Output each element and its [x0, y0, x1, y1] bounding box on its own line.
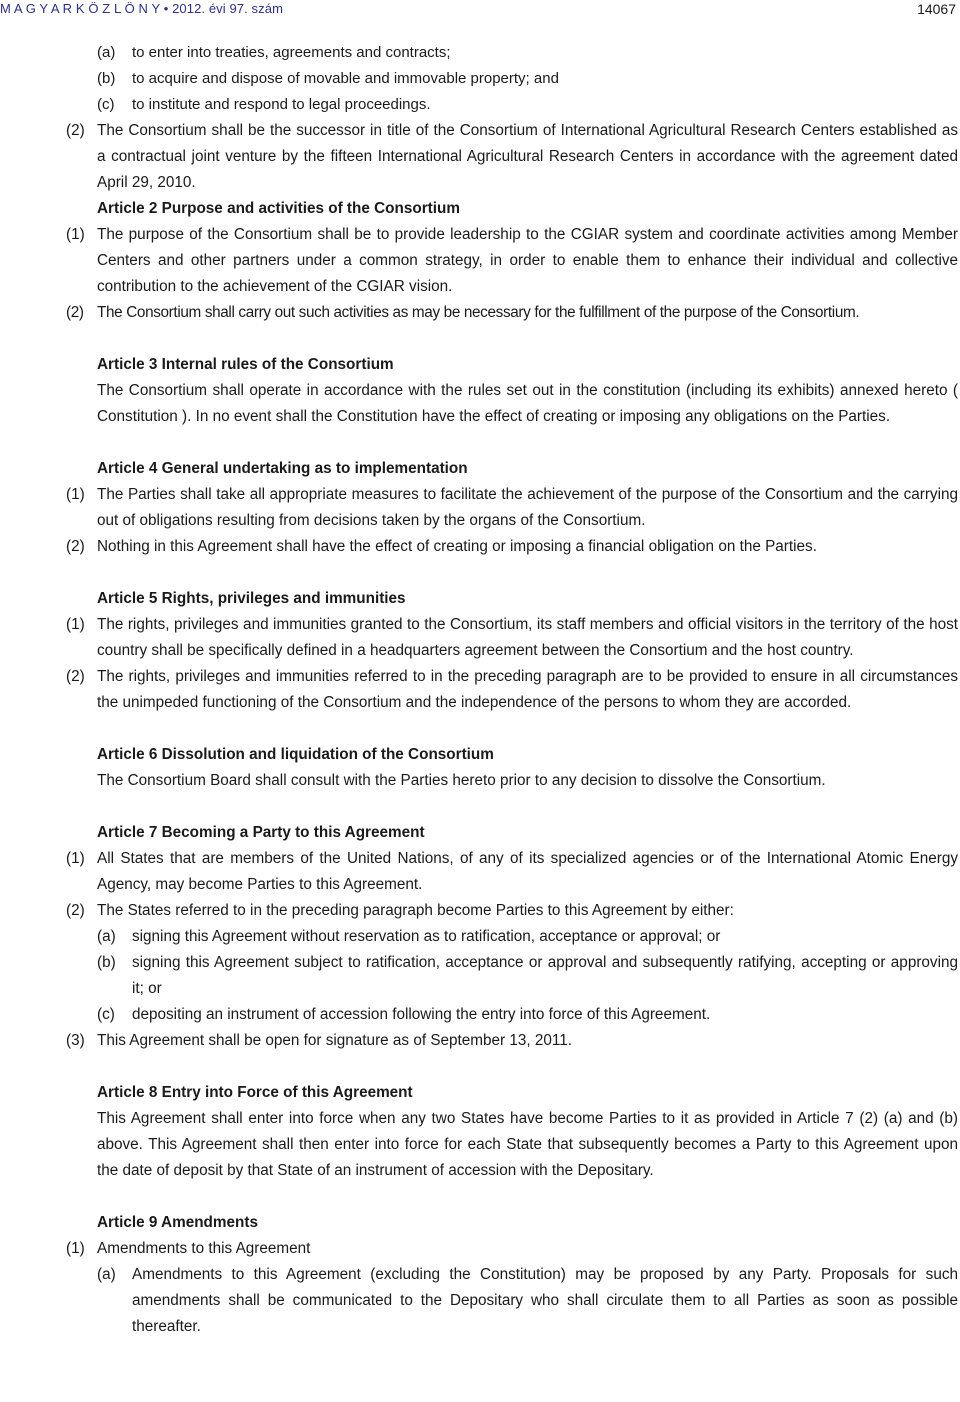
paragraph-number: (1)	[66, 616, 85, 633]
document-body	[0, 40, 958, 1340]
article-7-heading: Article 7 Becoming a Party to this Agreement	[97, 824, 425, 841]
paragraph-text: The Consortium shall carry out such activities as may be necessary for the fulfillment of the purpose of the Consortium.	[97, 304, 860, 321]
paragraph-text: The States referred to in the preceding paragraph become Parties to this Agreement by either:	[97, 902, 734, 919]
paragraph	[0, 1028, 958, 1054]
list-item	[0, 66, 958, 92]
sub-paragraph	[0, 1262, 958, 1340]
paragraph-number: (1)	[66, 850, 85, 867]
list-label: (b)	[97, 70, 116, 87]
list-item	[0, 40, 958, 66]
paragraph	[0, 664, 958, 716]
list-item	[0, 92, 958, 118]
article-2-heading: Article 2 Purpose and activities of the Consortium	[97, 200, 460, 217]
paragraph	[0, 898, 958, 924]
paragraph	[0, 1236, 958, 1262]
paragraph	[0, 846, 958, 898]
paragraph-number: (2)	[66, 668, 85, 685]
spacer	[0, 1184, 958, 1210]
sub-paragraph	[0, 950, 958, 1002]
page-header	[0, 0, 958, 18]
paragraph-text: The Consortium shall be the successor in title of the Consortium of International Agricultural Research Centers established as a contractual joint venture by the fifteen International Agricultural Research Centers in accordance with the agreement dated April 29, 2010.	[97, 122, 958, 191]
article-6-text: The Consortium Board shall consult with the Parties hereto prior to any decision to dissolve the Consortium.	[97, 772, 826, 789]
paragraph-text: The rights, privileges and immunities referred to in the preceding paragraph are to be provided to ensure in all circumstances the unimpeded functioning of the Consortium and the independence of the persons to whom they are accorded.	[97, 668, 958, 711]
article-4-heading: Article 4 General undertaking as to implementation	[97, 460, 468, 477]
spacer	[0, 430, 958, 456]
paragraph-number: (3)	[66, 1032, 85, 1049]
list-text: to institute and respond to legal proceedings.	[132, 96, 431, 113]
paragraph-text: Nothing in this Agreement shall have the effect of creating or imposing a financial obligation on the Parties.	[97, 538, 817, 555]
paragraph-text: This Agreement shall be open for signature as of September 13, 2011.	[97, 1032, 573, 1049]
paragraph-text: Amendments to this Agreement	[97, 1240, 311, 1257]
sub-paragraph-label: (a)	[97, 1266, 116, 1283]
page-number: 14067	[917, 1, 956, 17]
paragraph	[0, 534, 958, 560]
spacer	[0, 560, 958, 586]
paragraph	[0, 118, 958, 196]
spacer	[0, 716, 958, 742]
paragraph-number: (2)	[66, 122, 85, 139]
sub-paragraph-text: signing this Agreement without reservation as to ratification, acceptance or approval; or	[132, 928, 721, 945]
paragraph-text: The purpose of the Consortium shall be to provide leadership to the CGIAR system and coordinate activities among Member Centers and other partners under a common strategy, in order to enable them to enhance their individual and collective contribution to the achievement of the CGIAR vision.	[97, 226, 958, 295]
sub-paragraph	[0, 924, 958, 950]
list-text: to acquire and dispose of movable and immovable property; and	[132, 70, 559, 87]
article-8-heading: Article 8 Entry into Force of this Agreement	[97, 1084, 413, 1101]
article-9-heading: Article 9 Amendments	[97, 1214, 258, 1231]
paragraph-number: (1)	[66, 486, 85, 503]
paragraph-number: (2)	[66, 902, 85, 919]
paragraph	[0, 482, 958, 534]
paragraph-number: (1)	[66, 226, 85, 243]
paragraph-text: The Parties shall take all appropriate measures to facilitate the achievement of the purpose of the Consortium and the carrying out of obligations resulting from decisions taken by the organs of the Consortium.	[97, 486, 958, 529]
sub-paragraph	[0, 1002, 958, 1028]
paragraph	[0, 300, 958, 326]
paragraph-number: (2)	[66, 538, 85, 555]
sub-paragraph-label: (a)	[97, 928, 116, 945]
sub-paragraph-text: depositing an instrument of accession following the entry into force of this Agreement.	[132, 1006, 711, 1023]
list-label: (c)	[97, 96, 115, 113]
paragraph	[0, 222, 958, 300]
sub-paragraph-label: (c)	[97, 1006, 115, 1023]
list-text: to enter into treaties, agreements and contracts;	[132, 44, 451, 61]
paragraph-text: All States that are members of the United Nations, of any of its specialized agencies or of the International Atomic Energy Agency, may become Parties to this Agreement.	[97, 850, 958, 893]
paragraph-number: (2)	[66, 304, 84, 321]
paragraph-number: (1)	[66, 1240, 85, 1257]
article-3-text: The Consortium shall operate in accordance with the rules set out in the constitution (including its exhibits) annexed hereto ( Constitution ). In no event shall the Constitution have the effect of creating or imposing any obligations on the Parties.	[97, 382, 958, 425]
sub-paragraph-text: Amendments to this Agreement (excluding the Constitution) may be proposed by any Party. Proposals for such amendments shall be communicated to the Depositary who shall circulate them to all Parties as soon as possible thereafter.	[132, 1266, 958, 1335]
list-label: (a)	[97, 44, 116, 61]
journal-title: M A G Y A R K Ö Z L Ö N Y • 2012. évi 97. szám	[0, 1, 284, 16]
spacer	[0, 794, 958, 820]
article-5-heading: Article 5 Rights, privileges and immunities	[97, 590, 406, 607]
sub-paragraph-text: signing this Agreement subject to ratification, acceptance or approval and subsequently ratifying, accepting or approving it; or	[132, 954, 958, 997]
paragraph-text: The rights, privileges and immunities granted to the Consortium, its staff members and official visitors in the territory of the host country shall be specifically defined in a headquarters agreement between the Consortium and the host country.	[97, 616, 958, 659]
spacer	[0, 326, 958, 352]
spacer	[0, 1054, 958, 1080]
paragraph	[0, 612, 958, 664]
article-3-heading: Article 3 Internal rules of the Consortium	[97, 356, 394, 373]
article-6-heading: Article 6 Dissolution and liquidation of the Consortium	[97, 746, 494, 763]
article-8-text: This Agreement shall enter into force when any two States have become Parties to it as provided in Article 7 (2) (a) and (b) above. This Agreement shall then enter into force for each State that subsequently becomes a Party to this Agreement upon the date of deposit by that State of an instrument of accession with the Depositary.	[97, 1110, 958, 1179]
sub-paragraph-label: (b)	[97, 954, 116, 971]
